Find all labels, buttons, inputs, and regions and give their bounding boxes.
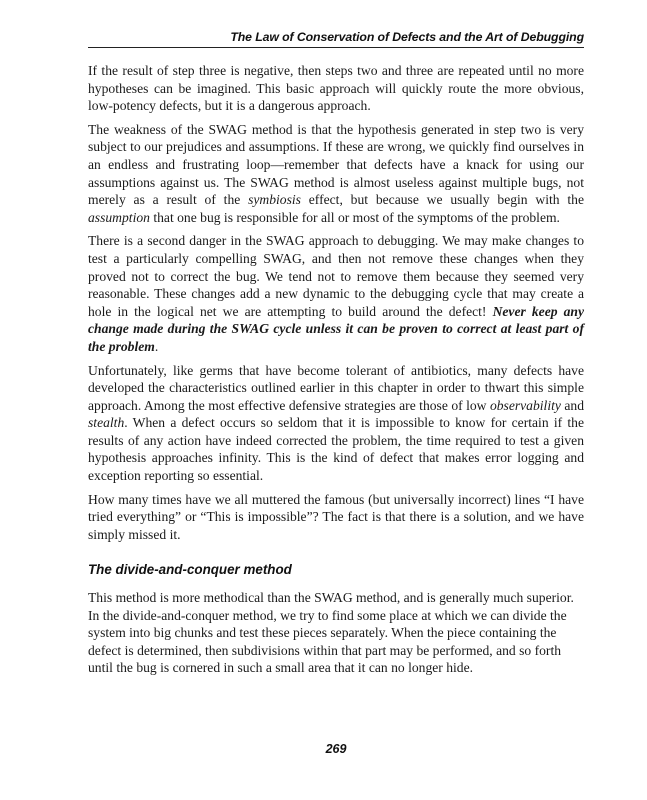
paragraph-text: that one bug is responsible for all or most of the symptoms of the problem.	[149, 209, 560, 225]
paragraph-text: There is a second danger in the SWAG approach to debugging. We may make changes to test a particularly compelling SWAG, and then not remove these changes when they proved not to correct the bug. We tend not to remove them because they seemed very reasonable. These changes add a new dynamic to the debugging cycle that may create a hole in the logical net we are attempting to build around the defect!	[88, 233, 584, 319]
header-rule	[88, 47, 584, 48]
paragraph-antibiotics	[88, 362, 584, 485]
paragraph-second-danger	[88, 232, 584, 355]
paragraph-text: .	[154, 338, 159, 354]
running-head-title: The Law of Conservation of Defects and the Art of Debugging	[230, 30, 584, 44]
paragraph-step-three: If the result of step three is negative, then steps two and three are repeated until no more hypotheses can be imagined. This basic approach will quickly route the more obvious, low-potency defects, but it is a dangerous approach.	[88, 63, 584, 114]
paragraph-text: effect, but because we usually begin with the	[300, 192, 584, 208]
paragraph-text: The weakness of the SWAG method is that the hypothesis generated in step two is very subject to our prejudices and assumptions. If these are wrong, we quickly find ourselves in an endless and frustrating loop—remember that defects have a knack for using our assumptions against us. The SWAG method is almost useless against multiple bugs, not merely as a result of the	[88, 121, 584, 208]
term-assumption: assumption	[88, 209, 150, 225]
page-body	[88, 62, 584, 683]
term-observability: observability	[489, 397, 561, 413]
paragraph-text: Unfortunately, like germs that have become tolerant of antibiotics, many defects have developed the characteristics outlined earlier in this chapter in order to thwart this simple approach. Among the most effective defensive strategies are those of low	[88, 362, 584, 413]
section-heading-divide-and-conquer: The divide-and-conquer method	[88, 562, 292, 578]
paragraph-text: and	[560, 397, 584, 413]
term-stealth: stealth	[88, 415, 125, 431]
paragraph-tried-everything: How many times have we all muttered the famous (but universally incorrect) lines “I have tried everything” or “This is impossible”? The fact is that there is a solution, and we have simply missed it.	[88, 491, 584, 542]
paragraph-text: . When a defect occurs so seldom that it is impossible to know for certain if the results of any action have indeed corrected the problem, the time required to test a given hypothesis approaches infinity. This is the kind of defect that makes error logging and exception reporting so essential.	[88, 415, 584, 484]
emphasis-never-keep-change: Never keep any change made during the SWAG cycle unless it can be proven to correct at least part of the problem	[88, 303, 585, 354]
paragraph-divide-and-conquer: This method is more methodical than the SWAG method, and is generally much superior. In the divide-and-conquer method, we try to find some place at which we can divide the system into big chunks and test these pieces separately. When the piece containing the defect is determined, then subdivisions within that part may be performed, and so forth until the bug is cornered in such a small area that it can no longer hide.	[88, 590, 574, 676]
page-number: 269	[325, 742, 347, 756]
paragraph-swag-weakness	[88, 121, 584, 227]
term-symbiosis: symbiosis	[248, 192, 301, 208]
